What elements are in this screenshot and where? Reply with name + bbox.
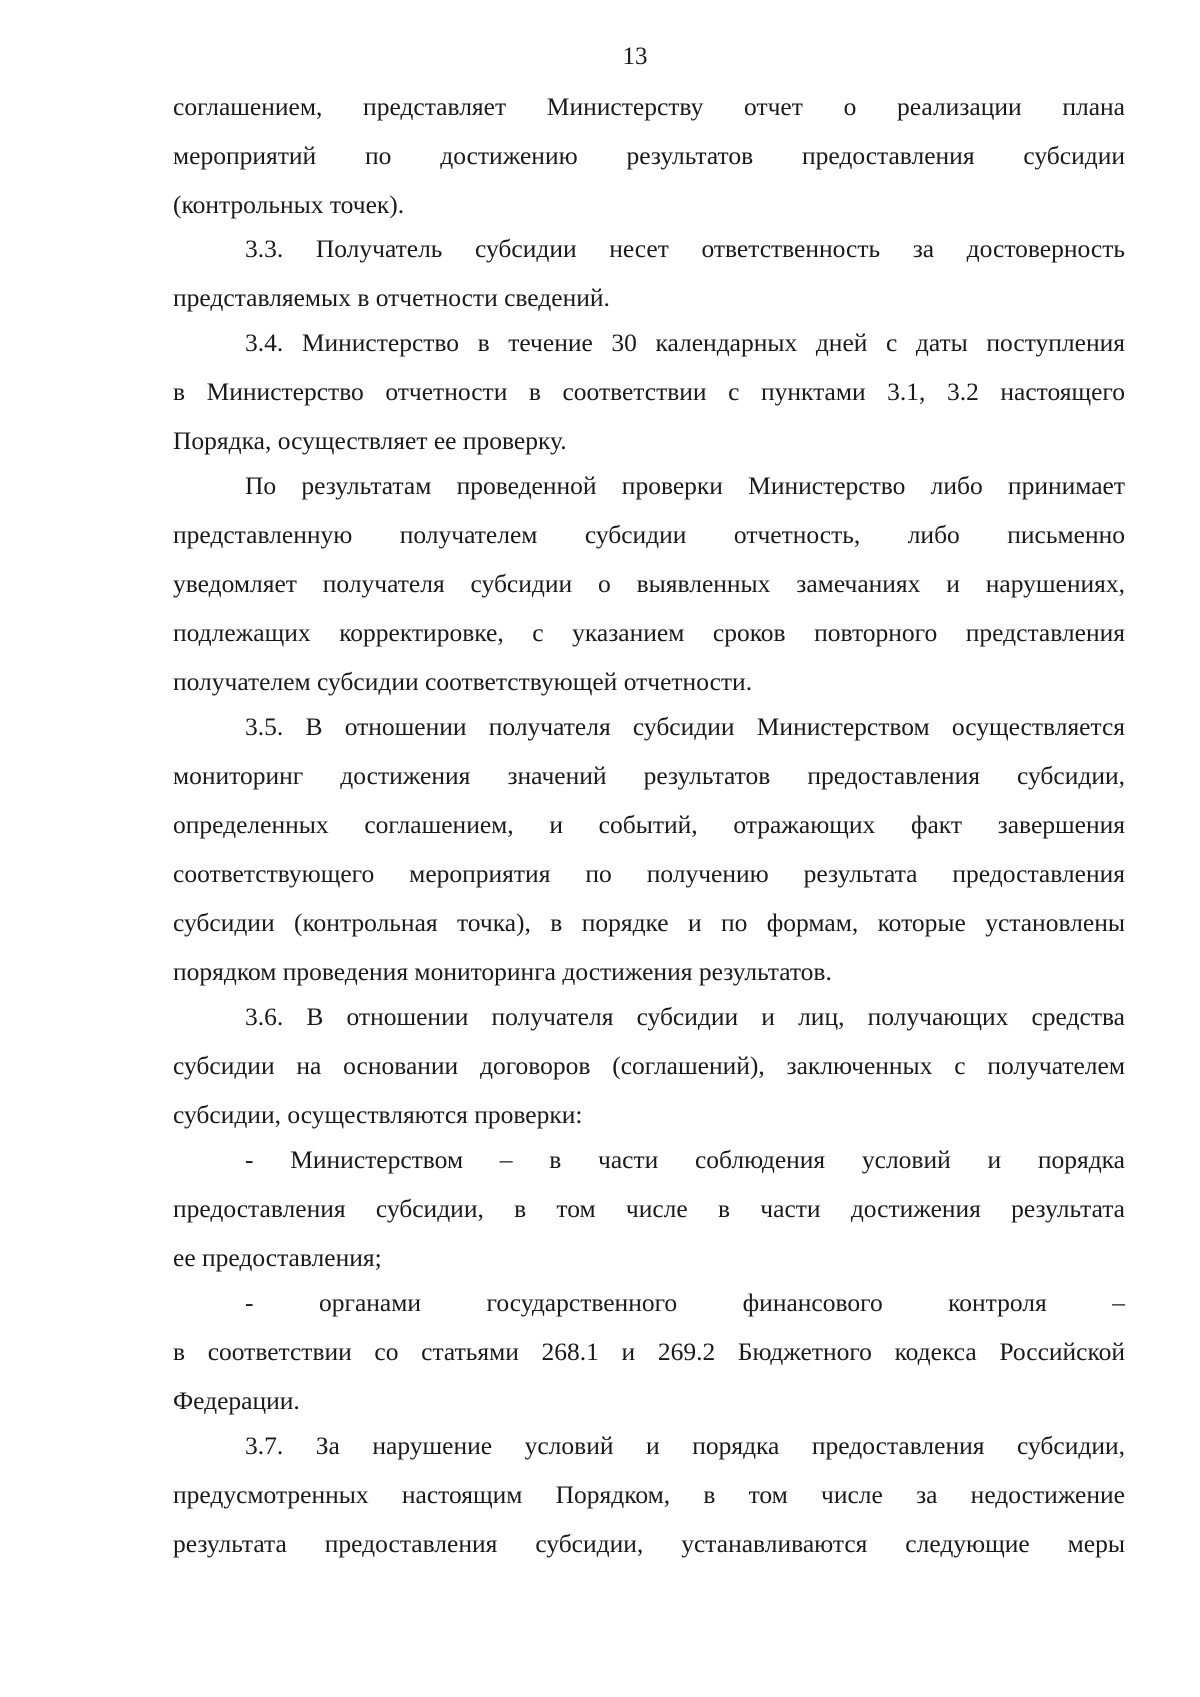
paragraph-3-7: [173, 1421, 1125, 1568]
document-body: [173, 82, 1125, 1568]
text-line: предоставления субсидии, в том числе в части достижения результата: [173, 1194, 1125, 1223]
text-line: порядком проведения мониторинга достижения результатов.: [173, 957, 832, 986]
paragraph-review-results: [173, 461, 1125, 706]
list-item-ministry: [173, 1135, 1125, 1282]
text-line: Порядка, осуществляет ее проверку.: [173, 426, 567, 455]
text-line: уведомляет получателя субсидии о выявленных замечаниях и нарушениях,: [173, 569, 1125, 598]
text-line: Федерации.: [173, 1386, 300, 1415]
text-line: 3.7. За нарушение условий и порядка предоставления субсидии,: [245, 1431, 1125, 1460]
paragraph-3-6: [173, 992, 1125, 1139]
text-line: субсидии, осуществляются проверки:: [173, 1100, 583, 1129]
text-line: определенных соглашением, и событий, отражающих факт завершения: [173, 810, 1125, 839]
list-item-control-bodies: [173, 1278, 1125, 1425]
text-line: - органами государственного финансового контроля –: [245, 1288, 1125, 1317]
text-line: соглашением, представляет Министерству отчет о реализации плана: [173, 92, 1125, 121]
text-line: 3.4. Министерство в течение 30 календарных дней с даты поступления: [245, 328, 1125, 357]
text-line: 3.3. Получатель субсидии несет ответственность за достоверность: [245, 234, 1125, 263]
text-line: соответствующего мероприятия по получению результата предоставления: [173, 859, 1125, 888]
text-line: ее предоставления;: [173, 1243, 382, 1272]
text-line: мероприятий по достижению результатов предоставления субсидии: [173, 141, 1125, 170]
paragraph-continuation: [173, 82, 1125, 229]
text-line: (контрольных точек).: [173, 190, 405, 219]
text-line: подлежащих корректировке, с указанием сроков повторного представления: [173, 618, 1125, 647]
text-line: представленную получателем субсидии отчетность, либо письменно: [173, 520, 1125, 549]
text-line: в соответствии со статьями 268.1 и 269.2 Бюджетного кодекса Российской: [173, 1337, 1125, 1366]
text-line: субсидии на основании договоров (соглашений), заключенных с получателем: [173, 1051, 1125, 1080]
paragraph-3-4: [173, 318, 1125, 465]
paragraph-3-5: [173, 702, 1125, 996]
text-line: - Министерством – в части соблюдения условий и порядка: [245, 1145, 1125, 1174]
text-line: 3.5. В отношении получателя субсидии Министерством осуществляется: [245, 712, 1125, 741]
text-line: субсидии (контрольная точка), в порядке и по формам, которые установлены: [173, 908, 1125, 937]
text-line: предусмотренных настоящим Порядком, в том числе за недостижение: [173, 1480, 1125, 1509]
text-line: По результатам проведенной проверки Министерство либо принимает: [245, 471, 1125, 500]
page-number: 13: [622, 43, 648, 70]
text-line: в Министерство отчетности в соответствии с пунктами 3.1, 3.2 настоящего: [173, 377, 1125, 406]
paragraph-3-3: [173, 224, 1125, 322]
text-line: представляемых в отчетности сведений.: [173, 283, 610, 312]
text-line: мониторинг достижения значений результатов предоставления субсидии,: [173, 761, 1125, 790]
text-line: 3.6. В отношении получателя субсидии и лиц, получающих средства: [245, 1002, 1125, 1031]
text-line: результата предоставления субсидии, устанавливаются следующие меры: [173, 1529, 1125, 1558]
text-line: получателем субсидии соответствующей отчетности.: [173, 667, 753, 696]
